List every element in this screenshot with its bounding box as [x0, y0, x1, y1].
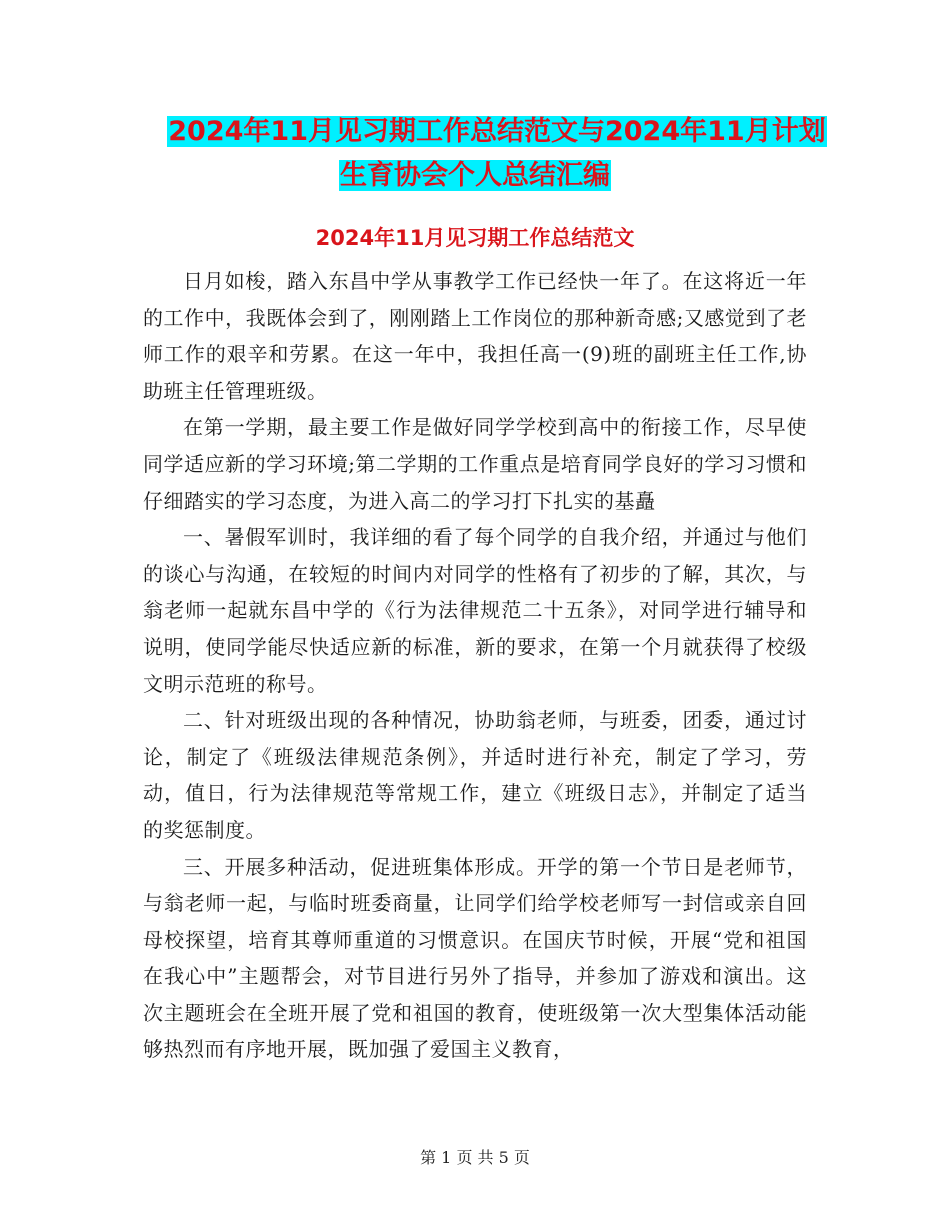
- paragraph-2: 在第一学期，最主要工作是做好同学学校到高中的衔接工作，尽早使同学适应新的学习环境;第二学期的工作重点是培育同学良好的学习习惯和仔细踏实的学习态度，为进入高二的学习打下扎实的基矗: [143, 415, 807, 513]
- document-title-line2: [0, 156, 950, 196]
- title-line1-text: 2024年11月见习期工作总结范文与2024年11月计划: [168, 116, 826, 147]
- document-title-line1: [22, 112, 950, 152]
- paragraph-4: 二、针对班级出现的各种情况，协助翁老师，与班委，团委，通过讨论，制定了《班级法律规范条例》，并适时进行补充，制定了学习，劳动，值日，行为法律规范等常规工作，建立《班级日志》，并制定了适当的奖惩制度。: [143, 708, 807, 842]
- document-body: [143, 263, 807, 1068]
- paragraph-1: 日月如梭，踏入东昌中学从事教学工作已经快一年了。在这将近一年的工作中，我既体会到了，刚刚踏上工作岗位的那种新奇感;又感觉到了老师工作的艰辛和劳累。在这一年中，我担任高一(9)班的副班主任工作,协助班主任管理班级。: [143, 269, 807, 403]
- section-title: 2024年11月见习期工作总结范文: [315, 226, 635, 250]
- title-line2-text: 生育协会个人总结汇编: [340, 160, 610, 191]
- page-footer: 第 1 页 共 5 页: [420, 1148, 530, 1167]
- paragraph-3: 一、暑假军训时，我详细的看了每个同学的自我介绍，并通过与他们的谈心与沟通，在较短的时间内对同学的性格有了初步的了解，其次，与翁老师一起就东昌中学的《行为法律规范二十五条》，对同学进行辅导和说明，使同学能尽快适应新的标准，新的要求，在第一个月就获得了校级文明示范班的称号。: [143, 525, 807, 696]
- paragraph-5: 三、开展多种活动，促进班集体形成。开学的第一个节日是老师节，与翁老师一起，与临时班委商量，让同学们给学校老师写一封信或亲自回母校探望，培育其尊师重道的习惯意识。在国庆节时候，开展“党和祖国在我心中”主题帮会，对节目进行另外了指导，并参加了游戏和演出。这次主题班会在全班开展了党和祖国的教育，使班级第一次大型集体活动能够热烈而有序地开展，既加强了爱国主义教育，: [143, 854, 807, 1062]
